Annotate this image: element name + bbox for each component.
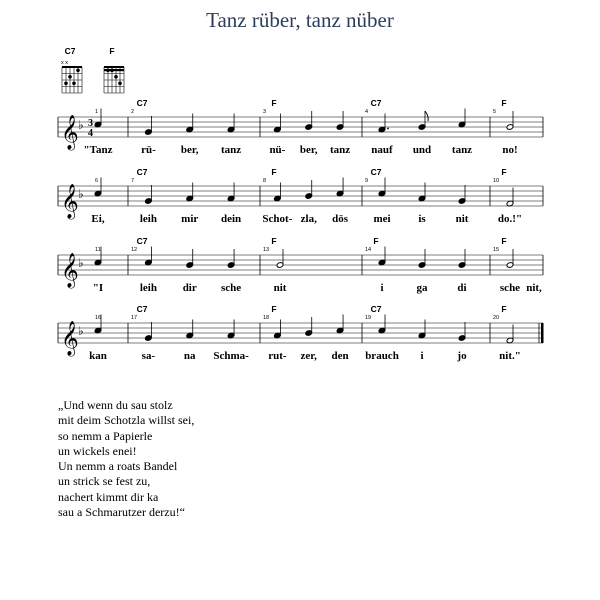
measure-number: 17 [131, 315, 138, 321]
measure-number: 18 [263, 315, 270, 321]
chord-symbol: F [501, 167, 507, 177]
finger-dot [114, 75, 118, 79]
lyric-syllable: brauch [365, 350, 399, 362]
measure-number: 9 [365, 178, 369, 184]
measure-number: 7 [131, 178, 135, 184]
measure-number: 8 [263, 178, 267, 184]
measure-number: 4 [365, 109, 369, 115]
lyric-syllable: sa- [141, 350, 156, 362]
lyric-syllable: dein [220, 213, 242, 225]
measure-number: 2 [131, 109, 135, 115]
flat-sign: ♭ [78, 187, 84, 201]
lyric-syllable: sche [499, 282, 521, 294]
chord-diagrams [61, 46, 124, 93]
lyric-syllable: na [183, 350, 196, 362]
chord-diagram-c7 [61, 46, 82, 93]
chord-symbol: F [271, 98, 277, 108]
note-dot [387, 128, 389, 130]
lyric-syllable: Ei, [91, 213, 105, 225]
verse-line: sau a Schmarutzer derzu!“ [58, 505, 185, 520]
lyric-syllable: jo [457, 350, 467, 362]
lyric-syllable: kan [89, 350, 107, 362]
chord-symbol: F [501, 236, 507, 246]
lyric-syllable: leih [139, 213, 157, 225]
chord-symbol: C7 [136, 98, 148, 108]
lyric-syllable: i [380, 282, 384, 294]
lyric-syllable: rut- [268, 350, 287, 362]
chord-symbol: C7 [370, 98, 382, 108]
treble-clef: 𝄞 [61, 321, 79, 356]
measure-number: 5 [493, 109, 497, 115]
measure-number: 16 [95, 315, 102, 321]
chord-symbol: F [373, 236, 379, 246]
lyric-syllable: "I [92, 282, 104, 294]
staff-system [58, 236, 543, 294]
verse-line: Un nemm a roats Bandel [58, 459, 178, 474]
verse-line: un wickels enei! [58, 443, 137, 458]
finger-dot [72, 82, 76, 86]
chord-symbol: C7 [136, 167, 148, 177]
measure-number: 15 [493, 247, 500, 253]
lyric-syllable: leih [139, 282, 157, 294]
flat-sign: ♭ [78, 256, 84, 270]
note-flag [425, 111, 428, 121]
chord-symbol: C7 [136, 236, 148, 246]
lyric-syllable: mei [373, 213, 391, 225]
measure-number: 20 [493, 315, 500, 321]
lyric-syllable: nit [455, 213, 469, 225]
lyric-syllable: Schot- [262, 213, 293, 225]
finger-dot [64, 82, 68, 86]
lyric-syllable: den [331, 350, 349, 362]
chord-symbol: C7 [136, 304, 148, 314]
chord-symbol: C7 [370, 167, 382, 177]
chord-diagram-markers: x x [61, 60, 69, 66]
measure-number: 14 [365, 247, 372, 253]
lyric-syllable: nü- [269, 144, 286, 156]
lyric-syllable: nit." [499, 350, 521, 362]
staff-system [58, 98, 543, 156]
staff-system [58, 167, 543, 225]
lyric-syllable: dös [332, 213, 349, 225]
lyric-syllable: no! [502, 144, 518, 156]
lyric-syllable: nit, [526, 282, 542, 294]
verse-line: mit deim Schotzla willst sei, [58, 413, 195, 428]
chord-diagram-name: F [109, 46, 115, 56]
lyric-syllable: Schma- [213, 350, 249, 362]
measure-number: 3 [263, 109, 267, 115]
lyric-syllable: dir [182, 282, 197, 294]
verse-text [58, 398, 194, 520]
lyric-syllable: di [457, 282, 467, 294]
lyric-syllable: zla, [300, 213, 317, 225]
measure-number: 6 [95, 178, 99, 184]
lyric-syllable: "Tanz [83, 144, 113, 156]
finger-dot [118, 82, 122, 86]
lyric-syllable: ber, [299, 144, 318, 156]
verse-line: „Und wenn du sau stolz [58, 398, 173, 412]
flat-sign: ♭ [78, 118, 84, 132]
lyric-syllable: und [412, 144, 432, 156]
measure-number: 12 [131, 247, 138, 253]
staff-system [58, 304, 544, 362]
measure-number: 11 [95, 247, 101, 253]
time-signature-top: 3 [88, 118, 93, 129]
chord-diagram-name: C7 [64, 46, 76, 56]
lyric-syllable: rü- [141, 144, 156, 156]
chord-symbol: F [501, 304, 507, 314]
lyric-syllable: sche [220, 282, 242, 294]
treble-clef: 𝄞 [61, 253, 79, 288]
chord-symbol: F [501, 98, 507, 108]
barre [104, 69, 124, 71]
staves [58, 98, 544, 362]
lyric-syllable: tanz [220, 144, 242, 156]
chord-symbol: F [271, 167, 277, 177]
finger-dot [76, 69, 80, 73]
time-signature-bottom: 4 [88, 128, 93, 139]
measure-number: 19 [365, 315, 372, 321]
flat-sign: ♭ [78, 324, 84, 338]
measure-number: 1 [95, 109, 99, 115]
lyric-syllable: nit [273, 282, 287, 294]
chord-symbol: F [271, 304, 277, 314]
verse-line: so nemm a Papierle [58, 428, 153, 443]
final-barline [541, 323, 544, 343]
lyric-syllable: zer, [300, 350, 317, 362]
lyric-syllable: do.!" [497, 213, 523, 225]
lyric-syllable: tanz [451, 144, 473, 156]
lyric-syllable: is [418, 213, 426, 225]
lyric-syllable: ber, [180, 144, 199, 156]
chord-symbol: C7 [370, 304, 382, 314]
song-title: Tanz rüber, tanz nüber [206, 8, 394, 32]
chord-diagram-f [104, 46, 124, 93]
lyric-syllable: ga [416, 282, 428, 294]
lyric-syllable: i [420, 350, 424, 362]
verse-line: un strick se fest zu, [58, 474, 151, 489]
measure-number: 10 [493, 178, 500, 184]
chord-symbol: F [271, 236, 277, 246]
measure-number: 13 [263, 247, 270, 253]
treble-clef: 𝄞 [61, 184, 79, 219]
lyric-syllable: tanz [329, 144, 351, 156]
finger-dot [68, 75, 72, 79]
lyric-syllable: nauf [371, 144, 393, 156]
lyric-syllable: mir [181, 213, 199, 225]
verse-line: nachert kimmt dir ka [58, 489, 159, 504]
treble-clef: 𝄞 [61, 115, 79, 150]
